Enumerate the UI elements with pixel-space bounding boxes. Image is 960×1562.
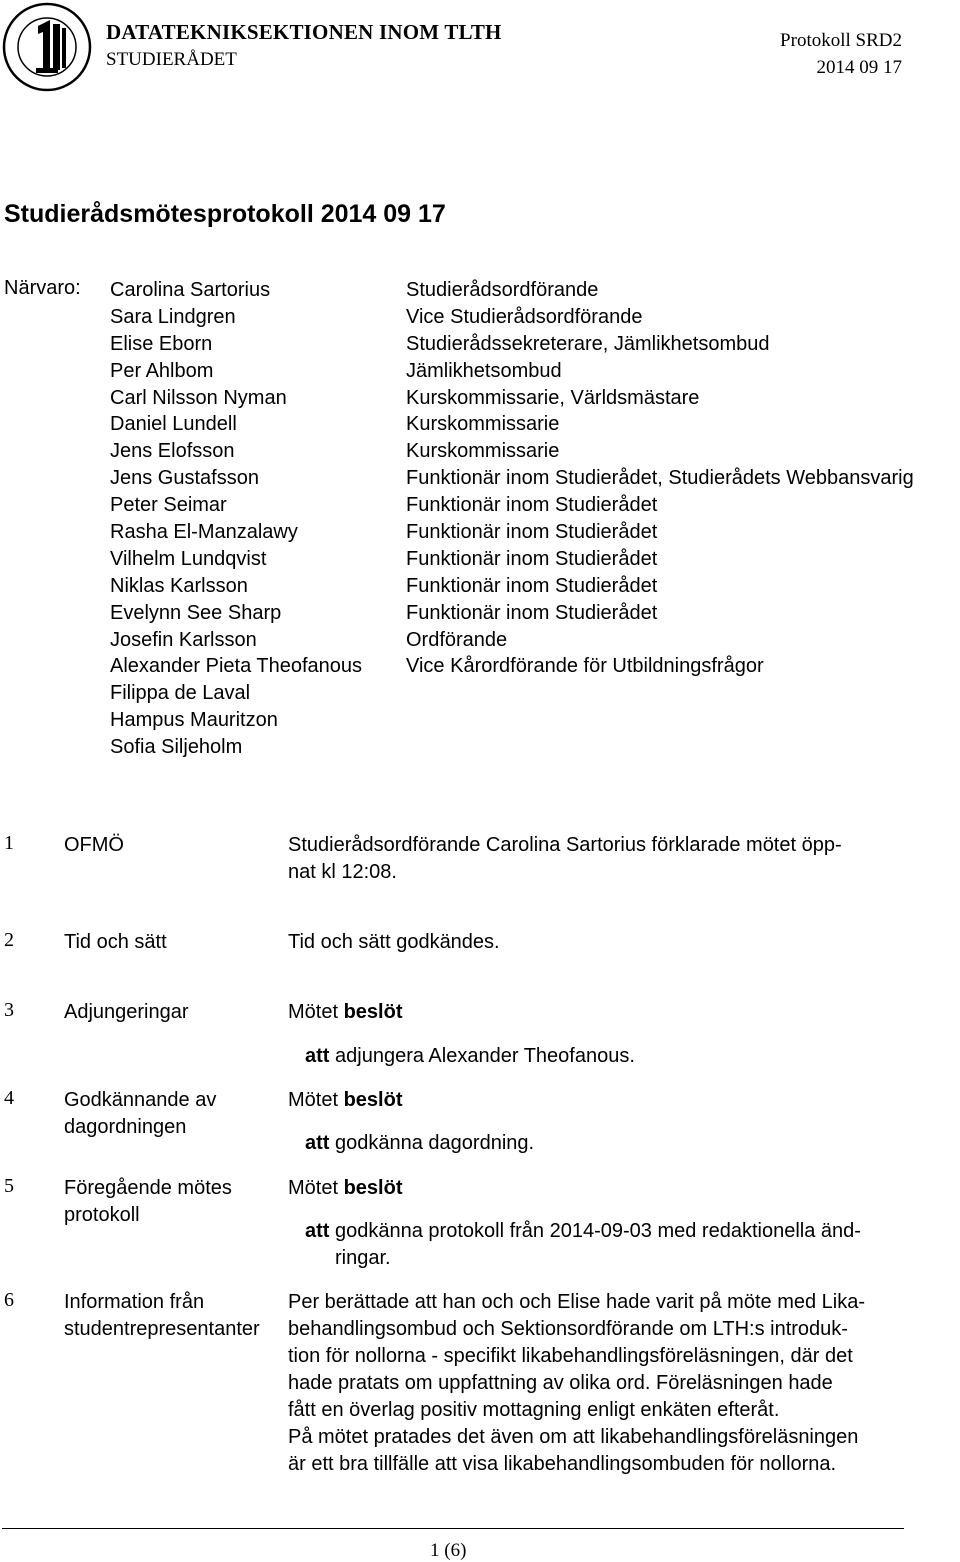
item-topic: Information från studentrepresentanter: [64, 1291, 260, 1340]
decision-text: att godkänna dagordning.: [305, 1132, 535, 1154]
attendee-name: Sofia Siljeholm: [110, 736, 243, 759]
attendee-role: Jämlikhetsombud: [406, 359, 562, 382]
attendee-role: Funktionär inom Studierådet, Studierådets Webbansvarig: [406, 467, 914, 490]
decision-intro: Mötet beslöt: [288, 1177, 403, 1199]
attendee-name: Carolina Sartorius: [110, 279, 271, 301]
attendee-role: Funktionär inom Studierådet: [406, 574, 658, 597]
attendee-name: Hampus Mauritzon: [110, 709, 278, 732]
section-logo: [2, 2, 92, 92]
attendee-name: Filippa de Laval: [110, 682, 251, 705]
protocol-id: Protokoll SRD2: [780, 30, 902, 51]
attendee-role: Kurskommissarie: [406, 440, 560, 463]
footer-rule: [2, 1528, 904, 1529]
item-number: 5: [4, 1175, 14, 1197]
organization-name: DATATEKNIKSEKTIONEN INOM TLTH: [106, 20, 502, 44]
attendee-name: Sara Lindgren: [110, 305, 236, 328]
attendee-name: Elise Eborn: [110, 332, 213, 355]
decision-intro: Mötet beslöt: [288, 1089, 403, 1111]
attendee-name: Alexander Pieta Theofanous: [110, 655, 363, 678]
decision-intro: Mötet beslöt: [288, 1001, 403, 1023]
attendee-name: Niklas Karlsson: [110, 574, 248, 597]
item-text: Tid och sätt godkändes.: [288, 931, 500, 953]
item-text: Per berättade att han och och Elise hade varit på möte med Lika- behandlingsombud och Sektionsordförande om LTH:s introduk- tion för nollorna - specifikt likabehandlingsföreläsningen, där det hade pratats om uppfattning av olika ord. Föreläsningen hade fått en överlag positiv mottagning enligt enkäten efteråt. På mötet pratades det även om att likabehandlingsföreläsningen är ett bra tillfälle att visa likabehandlingsombuden för nollorna.: [288, 1291, 866, 1475]
attendee-role: Funktionär inom Studierådet: [406, 601, 658, 624]
item-text: Studierådsordförande Carolina Sartorius förklarade mötet öpp- nat kl 12:08.: [288, 834, 842, 883]
item-number: 2: [4, 929, 14, 951]
item-number: 3: [4, 999, 14, 1021]
attendee-role: Vice Kårordförande för Utbildningsfrågor: [406, 655, 764, 678]
attendee-name: Evelynn See Sharp: [110, 601, 282, 624]
item-number: 6: [4, 1289, 14, 1311]
attendee-role: Studierådssekreterare, Jämlikhetsombud: [406, 332, 770, 355]
attendee-name: Carl Nilsson Nyman: [110, 386, 287, 409]
document-title: Studierådsmötesprotokoll 2014 09 17: [4, 200, 446, 228]
attendee-name: Per Ahlbom: [110, 359, 214, 382]
attendee-names: [110, 277, 362, 761]
item-topic: Adjungeringar: [64, 1001, 189, 1023]
attendee-name: Josefin Karlsson: [110, 628, 257, 651]
protocol-date: 2014 09 17: [816, 57, 902, 78]
item-number: 1: [4, 832, 14, 854]
attendee-role: [406, 734, 914, 761]
attendee-role: Ordförande: [406, 628, 508, 651]
attendee-role: Kurskommissarie: [406, 413, 560, 436]
attendee-role: [406, 680, 914, 707]
organization-unit: STUDIERÅDET: [106, 49, 237, 70]
page-number: 1 (6): [430, 1540, 467, 1561]
decision-text: att adjungera Alexander Theofanous.: [305, 1045, 635, 1067]
attendee-role: Kurskommissarie, Världsmästare: [406, 386, 700, 409]
item-topic: Tid och sätt: [64, 931, 167, 953]
attendee-role: Funktionär inom Studierådet: [406, 521, 658, 544]
attendee-role: Vice Studierådsordförande: [406, 305, 643, 328]
attendee-role: Studierådsordförande: [406, 279, 599, 301]
logo-seal-icon: [2, 2, 92, 92]
attendee-roles: [406, 277, 914, 761]
attendee-name: Jens Gustafsson: [110, 467, 259, 490]
attendee-name: Vilhelm Lundqvist: [110, 547, 267, 570]
item-topic: Föregående mötes protokoll: [64, 1177, 232, 1226]
attendee-role: [406, 707, 914, 734]
attendee-name: Daniel Lundell: [110, 413, 237, 436]
item-topic: Godkännande av dagordningen: [64, 1089, 217, 1138]
item-topic: OFMÖ: [64, 834, 124, 856]
item-number: 4: [4, 1087, 14, 1109]
decision-text: att godkänna protokoll från 2014-09-03 med redaktionella änd- ringar.: [305, 1220, 861, 1269]
attendee-name: Peter Seimar: [110, 494, 227, 517]
attendance-label: Närvaro:: [4, 277, 81, 299]
attendee-name: Rasha El-Manzalawy: [110, 521, 298, 544]
attendee-name: Jens Elofsson: [110, 440, 235, 463]
attendee-role: Funktionär inom Studierådet: [406, 547, 658, 570]
attendee-role: Funktionär inom Studierådet: [406, 494, 658, 517]
